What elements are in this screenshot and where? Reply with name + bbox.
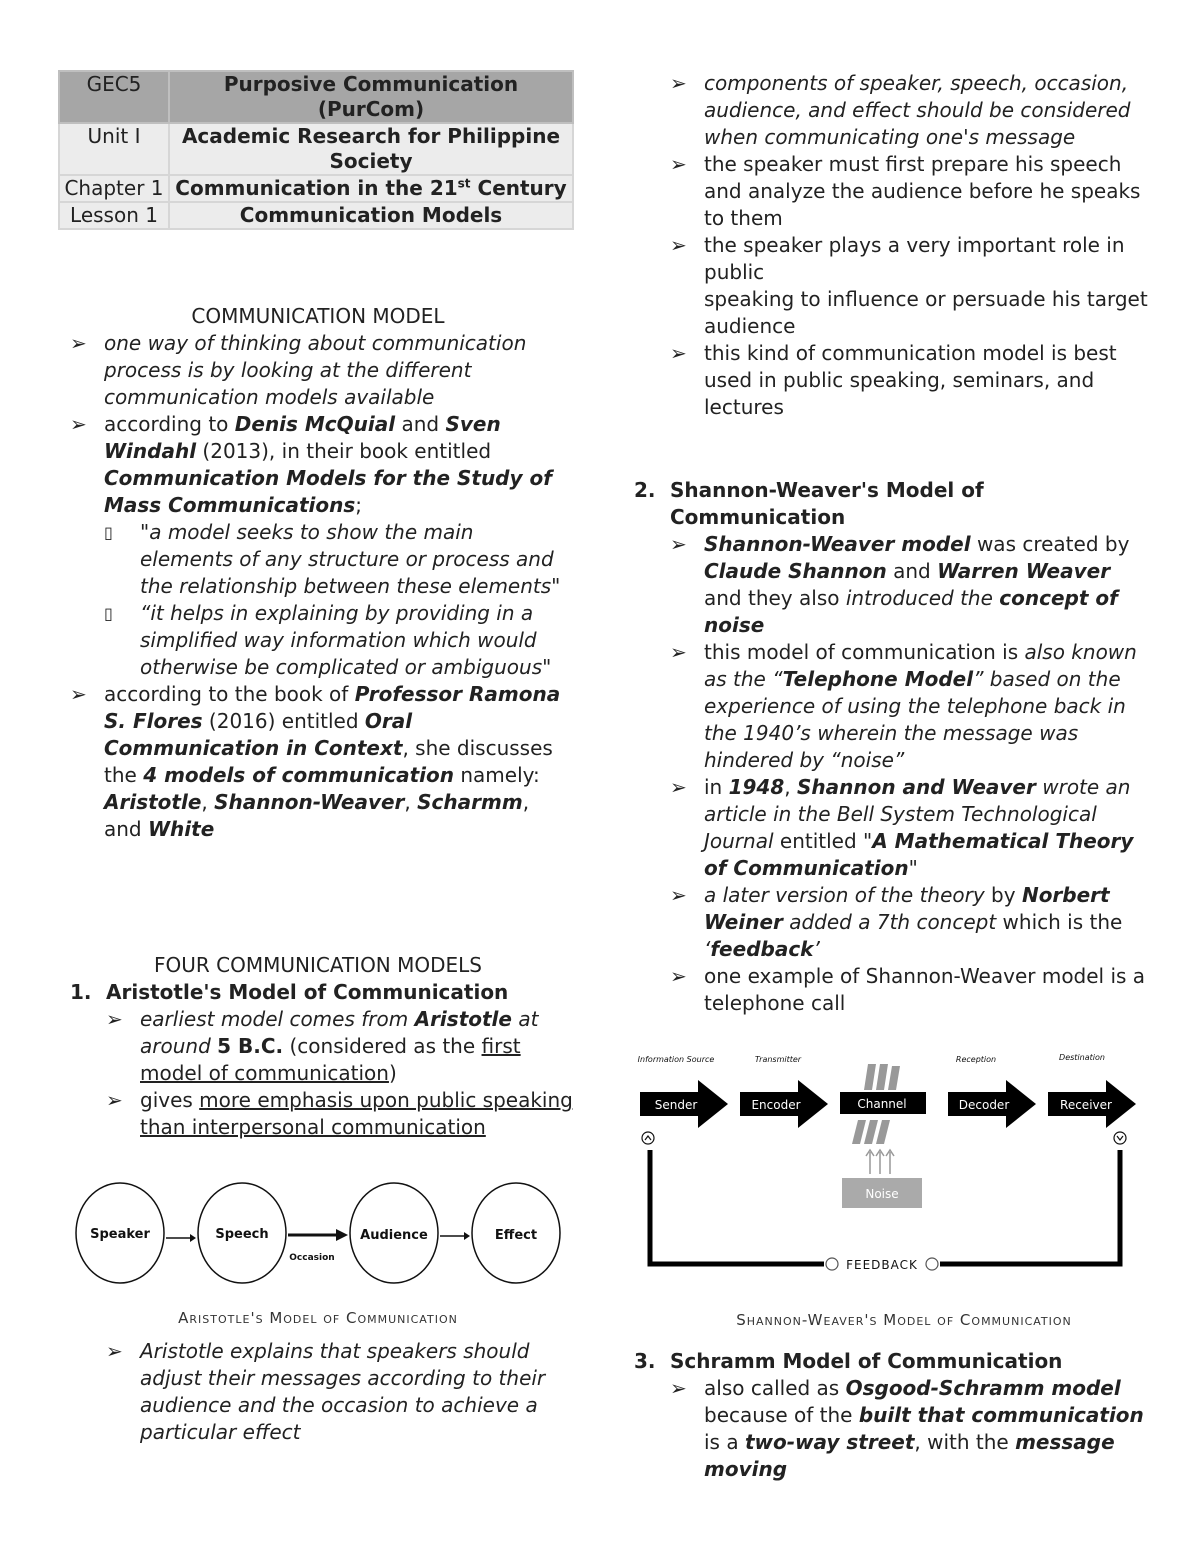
down-circle-icon <box>1114 1132 1126 1144</box>
table-row <box>59 175 573 202</box>
course-header-table <box>58 70 574 230</box>
noise-label: Noise <box>865 1187 899 1201</box>
list-item: ➢ one way of thinking about communication process is by looking at the different communication models available <box>70 331 527 409</box>
speaker-label: Speaker <box>90 1227 150 1242</box>
schramm-bullets <box>658 1375 1154 1483</box>
arrow-bullet-icon: ➢ <box>670 883 687 907</box>
decoder-label: Decoder <box>958 1098 1010 1112</box>
square-bullet-icon: ▯ <box>104 604 113 623</box>
aristotle-explanation <box>94 1338 578 1446</box>
list-item: ▯ "a model seeks to show the main elements of any structure or process and the relationship between these elements" <box>104 520 561 598</box>
arrow-bullet-icon: ➢ <box>670 964 687 988</box>
list-item: ➢ the speaker plays a very important role in public speaking to influence or persuade his target audience <box>670 233 1148 338</box>
shannon-weaver-caption: Shannon-Weaver's Model of Communication <box>736 1311 1072 1329</box>
audience-label: Audience <box>360 1228 428 1243</box>
course-title: Purposive Communication (PurCom) <box>169 71 573 123</box>
info-source-label: Information Source <box>637 1055 715 1064</box>
arrow-head-icon <box>190 1234 196 1242</box>
list-item: ➢ a later version of the theory by Norbert Weiner added a 7th concept which is the ‘feedback’ <box>670 883 1123 961</box>
heading-aristotle: 1. Aristotle's Model of Communication <box>70 980 509 1004</box>
unit-label: Unit I <box>59 123 169 175</box>
arrow-bullet-icon: ➢ <box>670 341 687 365</box>
occasion-label: Occasion <box>289 1253 335 1263</box>
list-item: ▯ “it helps in explaining by providing in a simplified way information which would otherwise be complicated or ambiguous" <box>104 601 552 679</box>
table-row <box>59 71 573 123</box>
arrow-bullet-icon: ➢ <box>70 412 87 436</box>
list-item: ➢ the speaker must first prepare his speech and analyze the audience before he speaks to them <box>670 152 1141 230</box>
list-item: ➢ earliest model comes from Aristotle at around 5 B.C. (considered as the first model of communication) <box>106 1007 539 1085</box>
effect-label: Effect <box>494 1228 538 1243</box>
list-item: ➢ Shannon-Weaver model was created by Claude Shannon and Warren Weaver and they also introduced the concept of noise <box>670 532 1130 637</box>
speech-label: Speech <box>215 1227 269 1242</box>
unit-title: Academic Research for Philippine Society <box>169 123 573 175</box>
heading-schramm: 3. Schramm Model of Communication <box>634 1349 1063 1373</box>
arrow-bullet-icon: ➢ <box>670 71 687 95</box>
shannon-weaver-diagram <box>636 1050 1142 1280</box>
chapter-title: Communication in the 21st Century <box>169 175 573 202</box>
arrow-bullet-icon: ➢ <box>670 640 687 664</box>
encoder-label: Encoder <box>751 1098 801 1112</box>
sender-label: Sender <box>654 1098 698 1112</box>
destination-label: Destination <box>1059 1053 1105 1062</box>
table-row <box>59 123 573 175</box>
list-item: ➢ also called as Osgood-Schramm model because of the built that communication is a two-way street, with the message moving <box>670 1376 1144 1481</box>
square-bullet-icon: ▯ <box>104 523 113 542</box>
transmitter-label: Transmitter <box>754 1055 802 1064</box>
quote-list <box>104 519 570 681</box>
list-item: ➢ Aristotle explains that speakers should adjust their messages according to their audience and the occasion to achieve a particular effect <box>106 1339 546 1444</box>
chapter-label: Chapter 1 <box>59 175 169 202</box>
arrow-head-icon <box>464 1232 470 1240</box>
table-row <box>59 202 573 229</box>
up-circle-icon <box>642 1132 654 1144</box>
arrow-bullet-icon: ➢ <box>670 233 687 257</box>
model-bullets <box>58 330 570 843</box>
aristotle-continued-bullets <box>658 70 1154 421</box>
arrow-bullet-icon: ➢ <box>106 1339 123 1363</box>
lesson-title: Communication Models <box>169 202 573 229</box>
arrow-bullet-icon: ➢ <box>670 1376 687 1400</box>
list-item: ➢ according to the book of Professor Ramona S. Flores (2016) entitled Oral Communication in Context, she discusses the 4 models of communication namely: Aristotle, Shannon-Weaver, Scharmm, and White <box>70 682 561 841</box>
reception-label: Reception <box>955 1055 997 1064</box>
course-code: GEC5 <box>59 71 169 123</box>
feedback-label: FEEDBACK <box>846 1258 918 1272</box>
channel-label: Channel <box>857 1097 907 1111</box>
arrow-bullet-icon: ➢ <box>670 152 687 176</box>
noise-arrows-icon <box>866 1150 894 1174</box>
list-item: ➢ in 1948, Shannon and Weaver wrote an article in the Bell System Technological Journal entitled "A Mathematical Theory of Communication" <box>670 775 1134 880</box>
lesson-label: Lesson 1 <box>59 202 169 229</box>
receiver-label: Receiver <box>1060 1098 1112 1112</box>
arrow-bullet-icon: ➢ <box>670 775 687 799</box>
list-item: ➢ this kind of communication model is best used in public speaking, seminars, and lectures <box>670 341 1117 419</box>
heading-shannon-weaver: 2. Shannon-Weaver's Model of Communication <box>634 478 984 529</box>
list-item: ➢ components of speaker, speech, occasion, audience, and effect should be considered when communicating one's message <box>670 71 1131 149</box>
arrow-bullet-icon: ➢ <box>670 532 687 556</box>
arrow-bullet-icon: ➢ <box>70 682 87 706</box>
arrow-bullet-icon: ➢ <box>106 1007 123 1031</box>
aristotle-diagram <box>72 1178 576 1288</box>
shannon-weaver-bullets <box>658 531 1154 1017</box>
arrow-head-icon <box>336 1229 348 1241</box>
aristotle-bullets <box>94 1006 578 1141</box>
aristotle-caption: Aristotle's Model of Communication <box>178 1309 458 1327</box>
section-title: COMMUNICATION MODEL <box>191 304 445 328</box>
list-item: ➢ this model of communication is also known as the “Telephone Model” based on the experience of using the telephone back in the 1940’s wherein the message was hindered by “noise” <box>670 640 1137 772</box>
list-item: ➢ according to Denis McQuial and Sven Windahl (2013), in their book entitled Communication Models for the Study of Mass Communications; ▯ "a model seeks to show the main elements of any structure or process and the relationship between these elements" ▯ “it helps in explaining by providing in a simplified way information which would otherwise be complicated or ambiguous" <box>58 411 570 681</box>
arrow-bullet-icon: ➢ <box>106 1088 123 1112</box>
list-item: ➢ one example of Shannon-Weaver model is a telephone call <box>670 964 1146 1015</box>
list-item: ➢ gives more emphasis upon public speaking than interpersonal communication <box>106 1088 573 1139</box>
four-models-title: FOUR COMMUNICATION MODELS <box>154 953 482 977</box>
arrow-bullet-icon: ➢ <box>70 331 87 355</box>
